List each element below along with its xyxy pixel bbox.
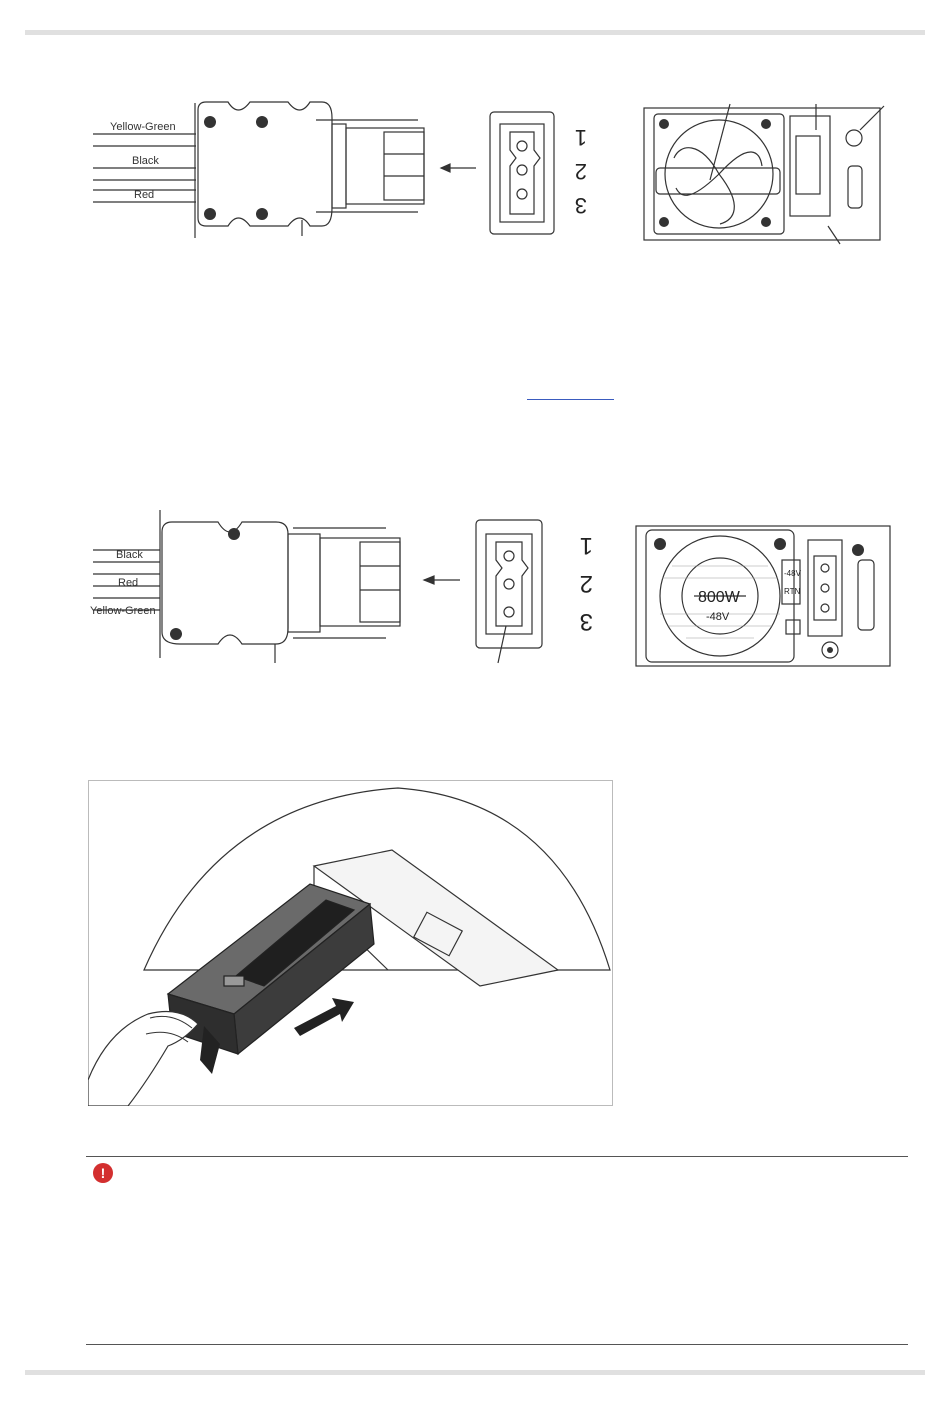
terminal-label: RTN — [784, 587, 801, 596]
cross-reference-link-underline[interactable] — [527, 399, 614, 400]
pin-number: 2 — [574, 159, 587, 184]
cable-label: Black — [116, 549, 143, 561]
dc-power-cable-connector-figure — [88, 508, 608, 668]
cable-label: Black — [132, 155, 159, 167]
pin-number: 1 — [574, 125, 587, 150]
dc-psu-front-panel-figure — [632, 516, 900, 680]
psu-insertion-illustration — [88, 780, 613, 1106]
psu-voltage: -48V — [706, 611, 730, 623]
terminal-label: -48V — [784, 569, 801, 578]
psu-rating: 800W — [698, 589, 740, 606]
warning-bottom-rule — [86, 1344, 908, 1345]
cable-label: Red — [134, 189, 155, 201]
page-header-band — [25, 30, 925, 35]
cable-label: Red — [118, 577, 139, 589]
cable-label: Yellow-Green — [110, 121, 176, 133]
pin-number: 3 — [579, 608, 593, 635]
cable-label: Yellow-Green — [90, 605, 156, 617]
warning-top-rule — [86, 1156, 908, 1157]
ac-power-cable-connector-figure — [88, 98, 608, 243]
page-footer-band — [25, 1370, 925, 1375]
pin-number: 3 — [574, 193, 587, 218]
pin-number: 1 — [579, 532, 593, 559]
exclamation-icon: ! — [93, 1163, 113, 1183]
pin-number: 2 — [579, 570, 593, 597]
ac-psu-front-panel-figure — [640, 100, 885, 248]
